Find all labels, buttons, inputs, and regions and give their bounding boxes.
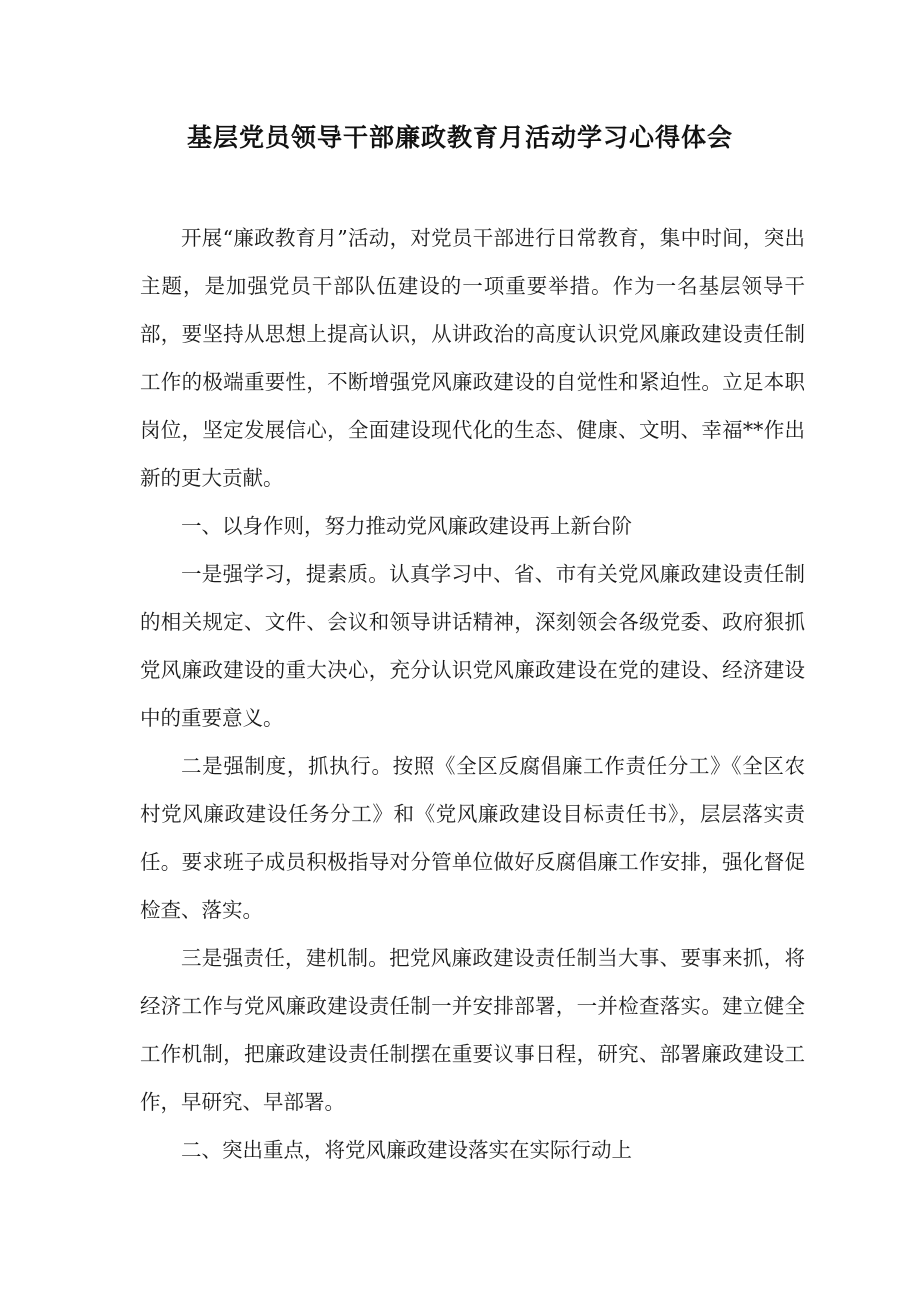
paragraph-study: 一是强学习，提素质。认真学习中、省、市有关党风廉政建设责任制的相关规定、文件、会议和领导讲话精神，深刻领会各级党委、政府狠抓党风廉政建设的重大决心，充分认识党风廉政建设在党的建设、经济建设中的重要意义。 [140,562,805,730]
paragraph-intro: 开展“廉政教育月”活动，对党员干部进行日常教育，集中时间，突出主题，是加强党员干部队伍建设的一项重要举措。作为一名基层领导干部，要坚持从思想上提高认识，从讲政治的高度认识党风廉政建设责任制工作的极端重要性，不断增强党风廉政建设的自觉性和紧迫性。立足本职岗位，坚定发展信心，全面建设现代化的生态、健康、文明、幸福**作出新的更大贡献。 [140,226,805,490]
document-body [140,214,805,1174]
section-heading-1: 一、以身作则，努力推动党风廉政建设再上新台阶 [181,514,632,538]
paragraph-system: 二是强制度，抓执行。按照《全区反腐倡廉工作责任分工》《全区农村党风廉政建设任务分工》和《党风廉政建设目标责任书》，层层落实责任。要求班子成员积极指导对分管单位做好反腐倡廉工作安排，强化督促检查、落实。 [140,754,805,922]
section-heading-2: 二、突出重点，将党风廉政建设落实在实际行动上 [181,1138,632,1162]
paragraph-responsibility: 三是强责任，建机制。把党风廉政建设责任制当大事、要事来抓，将经济工作与党风廉政建设责任制一并安排部署，一并检查落实。建立健全工作机制，把廉政建设责任制摆在重要议事日程，研究、部署廉政建设工作，早研究、早部署。 [140,946,805,1114]
document-title: 基层党员领导干部廉政教育月活动学习心得体会 [186,123,733,152]
